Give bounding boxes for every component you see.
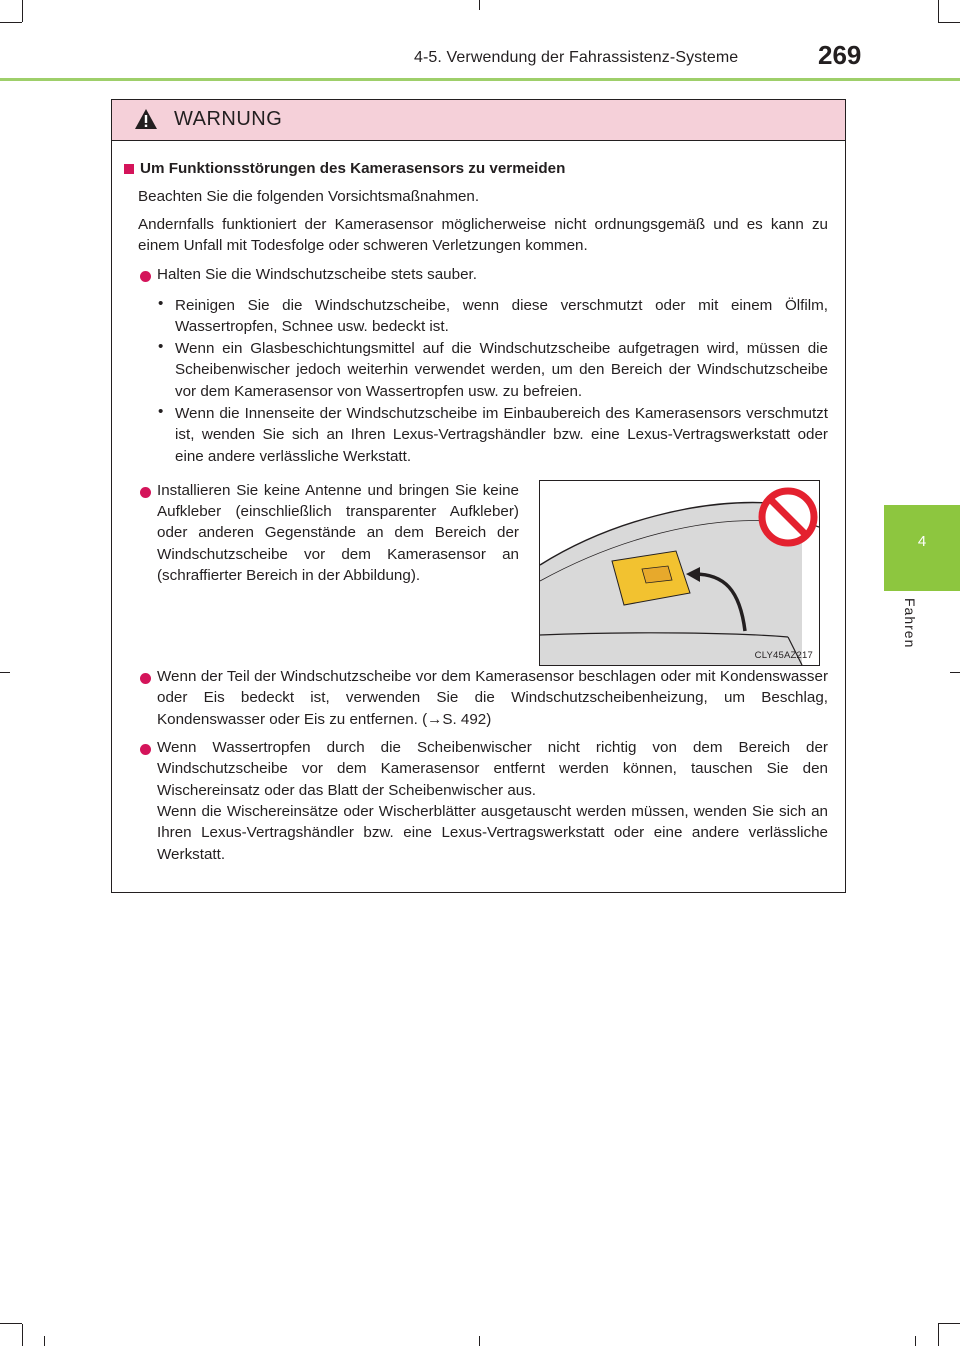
warning-header [112,100,845,141]
bullet-text: Wenn der Teil der Windschutzscheibe vor dem Kamerasensor beschlagen oder mit Kondenswasser oder Eis bedeckt ist, verwenden Sie die Windschutzscheibenheizung, um Beschlag, Kondenswasser oder Eis zu entfernen. (→S. 492) [157,668,828,728]
bullet-text: Installieren Sie keine Antenne und bringen Sie keine Aufkleber (einschließlich transparenter Aufkleber) oder anderen Gegenstände an dem Bereich der Windschutzscheibe vor dem Kamerasensor an (schraffierter Bereich in der Abbildung). [157,482,519,584]
crop-mark [950,672,960,673]
sub-bullet-text: Wenn ein Glasbeschichtungsmittel auf die Windschutzscheibe aufgetragen wird, müssen die Scheibenwischer jedoch weiterhin verwendet werden, um den Bereich der Windschutzscheibe vor dem Kamerasensor von Wassertropfen usw. zu befreien. [175,340,828,400]
crop-mark [0,672,10,673]
figure-code: CLY45AZ217 [754,650,813,661]
sub-bullet-text: Wenn die Innenseite der Windschutzscheibe im Einbaubereich des Kamerasensors verschmutzt ist, wenden Sie sich an Ihren Lexus-Vertragshändler bzw. eine Lexus-Vertragswerkstatt oder eine andere verlässliche Werkstatt. [175,405,828,465]
running-header-section: 4-5. Verwendung der Fahrassistenz-Systeme [414,49,739,66]
sub-bullet-icon: • [158,295,164,312]
sub-bullet-text: Reinigen Sie die Windschutzscheibe, wenn diese verschmutzt oder mit einem Ölfilm, Wassertropfen, Schnee usw. bedeckt ist. [175,297,828,336]
bullet-text: Halten Sie die Windschutzscheibe stets sauber. [157,266,477,283]
chapter-tab[interactable] [884,505,960,591]
windshield-drawing [540,481,819,665]
crop-mark [938,1324,939,1346]
crop-mark [22,0,23,22]
crop-mark [0,22,22,23]
bullet-icon [140,744,151,755]
warning-title: WARNUNG [174,108,283,130]
sub-bullet-icon: • [158,403,164,420]
bullet-icon [140,271,151,282]
crop-mark [0,1323,22,1324]
crop-mark [479,1336,480,1346]
chapter-label: Fahren [902,598,918,649]
warning-triangle-icon [134,108,158,130]
bullet-text: Wenn die Wischereinsätze oder Wischerblätter ausgetauscht werden müssen, wenden Sie sich an Ihren Lexus-Vertragshändler bzw. eine Lexus-Vertragswerkstatt oder eine andere verlässliche Werkstatt. [157,803,828,863]
crop-mark [44,1336,45,1346]
intro-text: Andernfalls funktioniert der Kamerasensor möglicherweise nicht ordnungsgemäß und es kann zu einem Unfall mit Todesfolge oder schweren Verletzungen kommen. [138,216,828,255]
intro-text: Beachten Sie die folgenden Vorsichtsmaßnahmen. [138,188,480,205]
warning-heading: Um Funktionsstörungen des Kamerasensors zu vermeiden [140,160,566,177]
crop-mark [915,1336,916,1346]
crop-mark [938,0,939,22]
bullet-icon [140,487,151,498]
chapter-number: 4 [917,533,927,550]
bullet-icon [140,673,151,684]
windshield-illustration [539,480,820,666]
crop-mark [22,1324,23,1346]
crop-mark [938,1323,960,1324]
section-square-icon [124,164,134,174]
crop-mark [479,0,480,10]
sub-bullet-icon: • [158,338,164,355]
header-rule [0,78,960,81]
bullet-text: Wenn Wassertropfen durch die Scheibenwischer nicht richtig von dem Bereich der Windschutzscheibe vor dem Kamerasensor entfernt werden können, tauschen Sie den Wischereinsatz oder das Blatt der Scheibenwischer aus. [157,739,828,799]
page-number: 269 [818,40,862,70]
crop-mark [938,22,960,23]
